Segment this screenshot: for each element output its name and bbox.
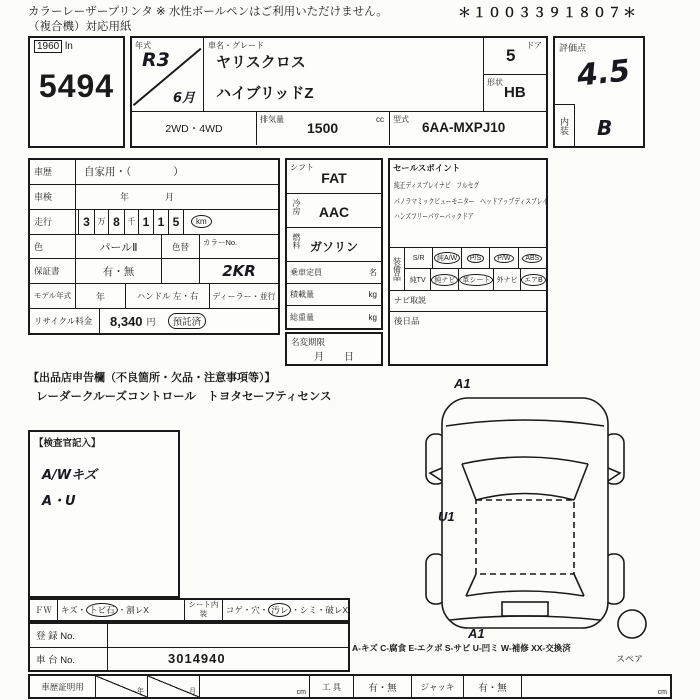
interior-grade: B	[597, 116, 613, 140]
field-fuel	[287, 228, 381, 262]
car-name-label: 車名・グレード	[208, 41, 264, 50]
jack-value: 有・無	[464, 676, 522, 697]
shape-value: HB	[504, 84, 526, 101]
color-label: 色	[30, 235, 76, 259]
sales-point-line: パノラマミックビューモニター ヘッドアップディスプレイ	[394, 196, 548, 206]
recycle-status: 預託済	[168, 313, 207, 329]
seat-defect-post: ・シミ・破レX	[291, 605, 348, 615]
grade-score: 4.5	[575, 53, 632, 94]
fw-label: ＦＷ	[30, 600, 58, 620]
model-code-value: 6AA-MXPJ10	[422, 120, 506, 135]
equip-tv: 純TV	[405, 269, 431, 290]
shift-label: シフト	[290, 163, 314, 172]
specs-column	[285, 158, 383, 330]
chassis-no-value: 3014940	[168, 651, 226, 667]
equipment-grid	[390, 248, 546, 291]
row-color	[30, 235, 278, 260]
cert-year-cell: 年	[96, 676, 148, 697]
field-weight	[287, 306, 381, 328]
declaration-title: 【出品店申告欄（不良箇所・欠品・注意事項等）】	[28, 372, 276, 384]
shape-label: 形状	[487, 78, 503, 87]
color-no-value: 2KR	[222, 262, 256, 281]
field-model-year	[132, 38, 204, 111]
cert-month-cell: 月	[148, 676, 200, 697]
equip-power-windows: P/W	[490, 248, 518, 268]
sales-points-label: セールスポイント	[393, 163, 461, 173]
damage-code-legend: A-キズ C-腐食 E-エクボ S-サビ U-凹ミ W-補修 XX-交換済	[352, 643, 571, 653]
model-year-unit: 年	[76, 284, 126, 308]
fuel-value: ガソリン	[309, 240, 358, 254]
seat-defect-circled: 汚レ	[268, 603, 291, 617]
spare-label: スペア	[616, 654, 644, 664]
sales-point-line: ハンズフリーパワーバックドア	[394, 212, 474, 221]
equip-alloy-wheels: 純A/W	[433, 248, 461, 268]
row-history	[30, 160, 278, 185]
registration-no-label: 登 録 No.	[30, 624, 108, 647]
interior-label: 内装	[559, 116, 569, 135]
grade-box	[553, 36, 645, 148]
recycle-amount: 8,340	[110, 313, 143, 329]
weight-label: 総重量	[290, 312, 314, 322]
history-cert-label: 車歴証明用	[30, 676, 96, 697]
damage-mark-side: U1	[438, 509, 455, 524]
field-load	[287, 284, 381, 306]
dealer-code: 1960	[34, 40, 62, 53]
equip-sunroof: S/R	[405, 248, 433, 268]
registration-no-value	[108, 624, 348, 647]
history-value: 自家用・（ ）	[84, 166, 184, 179]
fw-defect-circled: トビ石	[86, 603, 118, 617]
row-model	[30, 284, 278, 309]
capacity-unit: 名	[369, 268, 377, 277]
sales-point-line: 純正ディスプレイナビ フルセグ	[394, 181, 480, 190]
drive-type: 2WD・4WD	[132, 112, 257, 145]
model-year-era: R3	[142, 49, 170, 71]
displacement-value: 1500	[307, 120, 339, 136]
equip-power-steering: P/S	[462, 248, 490, 268]
car-name-line1: ヤリスクロス	[216, 54, 306, 71]
model-year-label: 年式	[135, 41, 151, 50]
history-label: 車歴	[30, 160, 76, 184]
mileage-digits	[78, 210, 184, 234]
inspector-note: A/Wキズ	[42, 468, 97, 483]
inspector-title: 【検査官記入】	[34, 438, 101, 449]
rename-label: 名変期限	[291, 337, 326, 347]
damage-mark-rear: A1	[468, 626, 485, 641]
recycle-unit: 円	[146, 316, 156, 327]
equip-leather-seat: 革シート	[459, 269, 494, 290]
inspection-label: 車検	[30, 185, 76, 209]
dealer-parallel: ディーラー・並行	[212, 291, 276, 301]
model-year-month: 6月	[172, 91, 195, 106]
grade-label: 評価点	[559, 43, 587, 53]
warranty-label: 保証書	[30, 259, 76, 283]
mileage-man-unit: 万	[95, 210, 109, 234]
fw-defect-post: ・割レX	[117, 605, 149, 615]
vehicle-table	[130, 36, 548, 148]
displacement-label: 排気量	[260, 115, 284, 124]
mirror-left	[430, 468, 442, 481]
declaration-line: レーダークルーズコントロール トヨタセーフティセンス	[36, 391, 332, 403]
door-value: 5	[506, 46, 516, 65]
handle-value: ハンドル 左・右	[126, 284, 210, 308]
shift-value: FAT	[321, 170, 347, 186]
inspector-note: A・U	[42, 494, 76, 509]
car-damage-diagram	[390, 372, 690, 672]
measure-cell-1: cm	[200, 676, 310, 697]
color-change-label: 色替	[162, 235, 200, 259]
fw-defect-pre: キズ・	[60, 605, 87, 615]
displacement-unit: cc	[376, 115, 384, 124]
ac-value: AAC	[318, 204, 350, 220]
inspector-box	[28, 430, 180, 598]
warranty-value: 有・無	[76, 259, 162, 283]
row-inspection	[30, 185, 278, 210]
paper-note: （複合機）対応用紙	[28, 21, 132, 33]
equipment-label: 装備品	[390, 248, 405, 290]
door-label: ドア	[526, 41, 542, 50]
mileage-label: 走行	[30, 210, 76, 234]
recycle-label: リサイクル料金	[30, 309, 100, 333]
sales-equipment-column	[388, 158, 548, 366]
fuel-label: 燃料	[292, 233, 301, 249]
row-warranty	[30, 259, 278, 284]
rename-value: 月 日	[314, 352, 354, 363]
tools-value: 有・無	[354, 676, 412, 697]
model-label: モデル年式	[30, 284, 76, 308]
field-car-name	[204, 38, 484, 111]
rename-deadline-box	[285, 332, 383, 366]
km-unit-circled: km	[191, 215, 212, 228]
chassis-no-label: 車 台 No.	[30, 648, 108, 671]
color-no-label: カラーNo.	[203, 237, 238, 247]
mileage-digit-3: 5	[169, 210, 184, 234]
details-table	[28, 158, 280, 335]
equip-oem-navi: 純ナビ	[431, 269, 459, 290]
car-name-line2: ハイブリッドZ	[216, 85, 314, 102]
mileage-sen-digit: 8	[109, 210, 125, 234]
field-door-shape	[484, 38, 546, 111]
sales-points-box	[390, 160, 546, 248]
registration-table	[28, 622, 350, 672]
mirror-right	[608, 468, 620, 481]
lot-number: 5494	[38, 68, 115, 104]
mileage-digit-1: 1	[139, 210, 154, 234]
mileage-man-digit: 3	[79, 210, 95, 234]
weight-unit: kg	[368, 312, 377, 322]
ac-label: 冷房	[292, 199, 301, 215]
seat-defect-pre: コゲ・穴・	[225, 605, 269, 615]
equip-airbag: エアB	[521, 269, 546, 290]
footer-strip	[28, 674, 672, 699]
row-mileage	[30, 210, 278, 235]
printer-notice: カラーレーザープリンタ ※ 水性ボールペンはご利用いただけません。	[28, 6, 388, 18]
defects-row	[28, 598, 350, 622]
field-capacity	[287, 262, 381, 284]
damage-mark-front: A1	[454, 376, 471, 391]
spare-tire-circle	[618, 610, 646, 638]
lot-box	[28, 36, 125, 148]
equip-aftermarket-navi: 外ナビ	[494, 269, 520, 290]
load-label: 積載量	[290, 290, 314, 299]
color-value: パールⅡ	[76, 235, 162, 259]
equip-abs: ABS	[519, 248, 546, 268]
later-items-box	[390, 312, 546, 364]
mileage-digit-2: 1	[154, 210, 169, 234]
later-items-label: 後日品	[394, 316, 420, 326]
navi-note: ナビ取説	[390, 291, 546, 312]
model-code-label: 型式	[393, 115, 409, 124]
field-shift	[287, 160, 381, 194]
dealer-suffix: ln	[62, 41, 73, 52]
capacity-label: 乗車定員	[290, 268, 322, 277]
jack-label: ジャッキ	[412, 676, 464, 697]
tools-label: 工 具	[310, 676, 354, 697]
barcode-number: ＊１００３３９１８０７＊	[458, 6, 639, 21]
field-displacement	[257, 112, 390, 145]
seat-interior-label: シート内装	[185, 600, 223, 620]
measure-cell-2: cm	[657, 689, 667, 696]
row-recycle	[30, 309, 278, 333]
field-model-code	[390, 112, 546, 145]
field-ac	[287, 194, 381, 228]
mileage-sen-unit: 千	[125, 210, 139, 234]
inspection-units: 年 月	[120, 192, 175, 203]
load-unit: kg	[368, 290, 377, 299]
